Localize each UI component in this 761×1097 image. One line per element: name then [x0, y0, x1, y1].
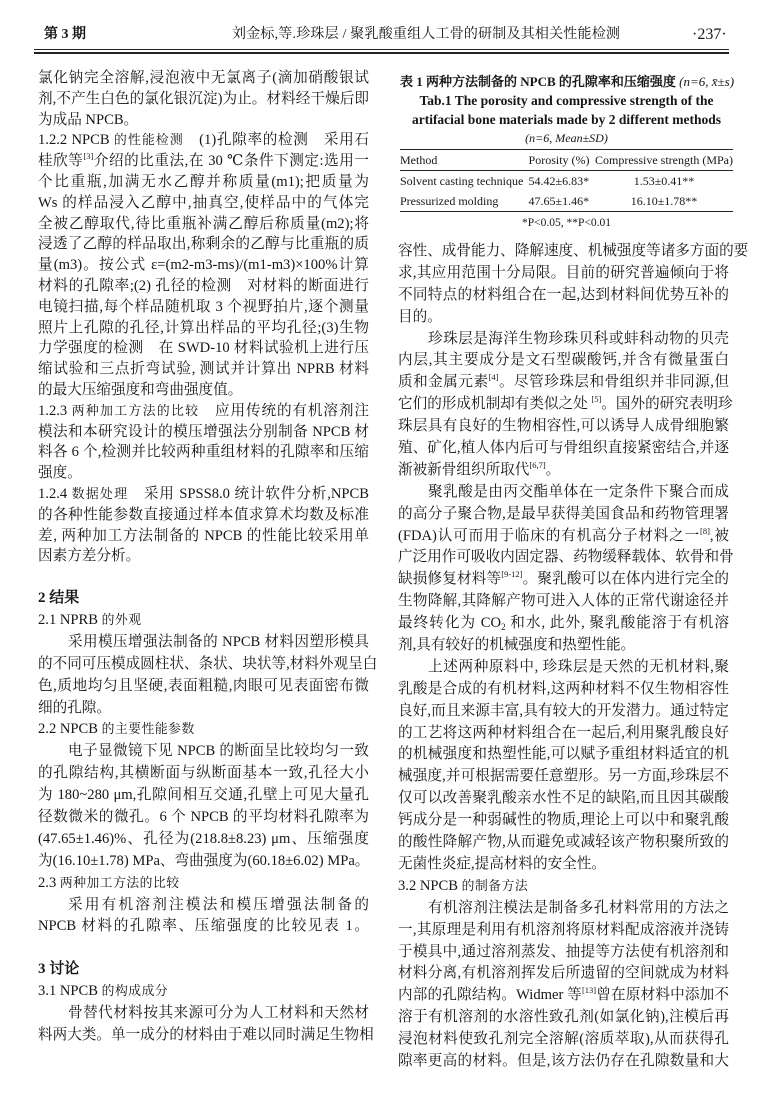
- text-segment: 有机溶剂注模法是制备多孔材料常用的方法之: [428, 899, 729, 916]
- table-1: [400, 72, 733, 232]
- text-segment: 一,其原理是利用有机溶剂将原材料配成溶液并浇铸: [398, 921, 729, 938]
- header-rule-thin: [34, 49, 729, 50]
- text-line: [398, 547, 734, 569]
- text-line: [38, 763, 369, 785]
- text-segment: 内层,其主要成分是文石型碳酸钙,并含有微量蛋白: [398, 352, 729, 369]
- text-line: [398, 832, 729, 854]
- text-segment: 缩试验和三点折弯试验, 测试并计算出 NPRB 材料: [38, 361, 369, 378]
- text-line: [398, 788, 729, 810]
- text-line: [38, 214, 369, 235]
- text-line: [38, 916, 369, 938]
- text-segment: 的各种性能参数直接通过样本值求算术均数及标准: [38, 506, 369, 523]
- text-line: [38, 829, 369, 851]
- table-footnote: *P<0.05, **P<0.01: [521, 217, 611, 229]
- text-segment: 桂欣等: [38, 153, 84, 170]
- data-table: [400, 149, 733, 212]
- table-caption-en-stat: (n=6, Mean±SD): [525, 131, 608, 145]
- text-segment: 求,其应用范围十分局限。目前的研究普遍倾向于将: [398, 264, 729, 281]
- text-segment: 的酸性降解产物,从而避免或减轻该产物积聚所致的: [398, 834, 729, 851]
- text-segment: 2.3: [38, 874, 60, 891]
- text-segment: 色,质地均匀且坚硬,表面粗糙,肉眼可见表面密布微: [38, 677, 369, 694]
- text-line: [38, 785, 369, 807]
- text-line: [38, 401, 369, 422]
- text-line: [38, 422, 369, 443]
- text-segment: 上述两种原料中, 珍珠层是天然的无机材料,聚: [428, 658, 729, 675]
- text-line: [398, 526, 729, 548]
- text-line: [38, 463, 369, 484]
- text-segment: 强度。: [38, 465, 82, 482]
- text-line: [398, 460, 729, 482]
- subsection-heading: [38, 719, 369, 741]
- text-segment: 骨替代材料按其来源可分为人工材料和天然材: [68, 1005, 369, 1022]
- text-line: [398, 963, 729, 985]
- text-line: [398, 635, 729, 657]
- citation-superscript: [8]: [700, 525, 710, 536]
- cell-porosity: 47.65±1.46*: [528, 194, 590, 208]
- text-segment: 量(m3)。按公式 ε=(m2-m3-ms)/(m1-m3)×100%计算: [38, 257, 369, 274]
- text-segment: 聚乳酸是由丙交酯单体在一定条件下聚合而成: [428, 483, 729, 500]
- paragraph: [398, 241, 749, 329]
- text-segment: 剂,不产生白色的氯化银沉淀)为止。材料经干燥后即: [38, 90, 369, 107]
- text-segment: 力学强度的检测 在 SWD-10 材料试验机上进行压: [38, 340, 369, 357]
- paragraph: [38, 401, 369, 484]
- column-header-porosity: Porosity (%): [528, 153, 590, 167]
- text-line: [398, 766, 729, 788]
- paragraph: [38, 484, 369, 567]
- text-segment: 应用传统的有机溶剂注: [199, 402, 369, 419]
- text-line: [38, 632, 369, 654]
- text-line: [38, 172, 369, 193]
- right-column: [398, 241, 749, 1073]
- text-segment: 曾在原材料中添加不: [596, 987, 729, 1004]
- heading-label: 的制备方法: [461, 878, 529, 893]
- paragraph: [398, 898, 729, 1073]
- text-line: [398, 679, 729, 701]
- table-caption-en-line1: Tab.1 The porosity and compressive strength of the: [419, 93, 714, 108]
- text-segment: 它们的形成机制却有类似之处: [398, 396, 592, 413]
- text-segment: 为 180~280 μm,孔隙间相互交通,孔壁上可见大量孔: [38, 787, 369, 804]
- text-segment: 的高分子聚合物,是最早获得美国食品和药物管理署: [398, 505, 729, 522]
- citation-superscript: [3]: [83, 151, 94, 162]
- subscript: 2: [501, 622, 506, 633]
- text-segment: (47.65±1.46)%、孔径为(218.8±8.23) μm、压缩强度: [38, 830, 369, 847]
- text-line: [398, 241, 749, 263]
- text-line: [398, 701, 729, 723]
- text-segment: 1.2.3: [38, 402, 72, 419]
- paragraph: [38, 741, 369, 872]
- text-segment: 采用有机溶剂注模法和模压增强法制备的: [68, 896, 369, 913]
- text-segment: 乳酸是合成的有机材料,这两种材料不仅生物相容性: [398, 680, 729, 697]
- text-line: [38, 851, 369, 873]
- text-segment: 。国外的研究表明珍: [601, 396, 733, 413]
- text-segment: 材料分离,有机溶剂挥发后所遗留的空间就成为材料: [398, 965, 729, 982]
- table-caption-cn-text: 表 1 两种方法制备的 NPCB 的孔隙率和压缩强度: [400, 74, 676, 89]
- text-segment: 的孔隙结构,其横断面与纵断面基本一致,孔径大小: [38, 765, 369, 782]
- text-line: [398, 307, 729, 329]
- text-line: [38, 110, 369, 131]
- citation-superscript: [4]: [488, 372, 499, 383]
- text-line: [38, 89, 369, 110]
- heading-label: 两种加工方法的比较: [71, 403, 200, 418]
- text-segment: ,被: [709, 527, 729, 544]
- text-segment: 差, 两种加工方法制备的 NPCB 的性能比较采用单: [38, 527, 369, 544]
- text-segment: 浸泡材料使致孔剂完全溶解(溶质萃取),从而获得孔: [398, 1031, 729, 1048]
- table-caption-cn-stat: (n=6, x̄±s): [679, 74, 735, 89]
- subsection-heading: [38, 981, 369, 1003]
- paragraph: [398, 657, 729, 876]
- cell-method: Pressurized molding: [400, 194, 499, 208]
- text-segment: 珠层具有良好的生物相容性,可以诱导人成骨细胞繁: [398, 418, 729, 435]
- column-header-method: Method: [400, 153, 438, 167]
- page-number: ·237·: [692, 26, 727, 43]
- text-line: [398, 898, 729, 920]
- text-segment: 无菌性炎症,提高材料的安全性。: [398, 855, 606, 872]
- paragraph: [38, 895, 369, 939]
- text-line: [398, 569, 729, 591]
- cell-method: Solvent casting technique: [400, 174, 524, 188]
- text-segment: 2.1 NPRB: [38, 612, 102, 629]
- text-segment: 径数微米的微孔。6 个 NPCB 的平均材料孔隙率为: [38, 809, 369, 826]
- text-line: [398, 613, 729, 635]
- text-line: [398, 1051, 729, 1073]
- text-segment: 1.2.4: [38, 485, 72, 502]
- column-header-compressive-strength: Compressive strength (MPa): [595, 153, 733, 167]
- text-segment: (1)孔隙率的检测 采用石: [183, 132, 369, 149]
- text-segment: 渐被新骨组织所取代: [398, 461, 530, 478]
- text-line: [38, 151, 369, 172]
- text-line: [398, 416, 729, 438]
- text-segment: NPCB 材料的孔隙率、压缩强度的比较见表 1。: [38, 918, 369, 935]
- text-line: [38, 68, 369, 89]
- text-segment: 。聚乳酸可以在体内进行完全的: [522, 571, 729, 588]
- text-line: [398, 350, 729, 372]
- text-line: [38, 981, 369, 1003]
- text-segment: 照片上孔隙的孔径,计算出样品的平均孔径;(3)生物: [38, 319, 369, 336]
- heading-label: 的构成成分: [101, 984, 169, 999]
- text-line: [398, 942, 729, 964]
- text-line: [38, 380, 369, 401]
- heading-label: 的外观: [101, 613, 142, 628]
- text-line: [38, 588, 369, 610]
- text-line: [398, 372, 729, 394]
- text-line: [38, 698, 369, 720]
- text-line: [38, 676, 369, 698]
- running-title: 刘金标,等.珍珠层 / 聚乳酸重组人工骨的研制及其相关性能检测: [232, 27, 621, 42]
- text-line: [398, 723, 729, 745]
- text-segment: 不同特点的材料组合在一起,达到材料间优势互补的: [398, 286, 729, 303]
- text-line: [38, 318, 369, 339]
- text-segment: 浸透了乙醇的样品取出,称剩余的乙醇与比重瓶的质: [38, 236, 369, 253]
- text-segment: 细的孔隙。: [38, 699, 111, 716]
- text-segment: (FDA)认可而用于临床的有机高分子材料之一: [398, 527, 700, 544]
- text-segment: 械强度,并可根据需要任意塑形。另一方面,珍珠层不: [398, 768, 729, 785]
- text-segment: 内部的孔隙结构。Widmer 等: [398, 987, 582, 1004]
- text-line: [38, 807, 369, 829]
- left-column: [38, 68, 378, 1047]
- text-line: [38, 255, 369, 276]
- text-segment: 料各 6 个,检测并比较两种重组材料的孔隙率和压缩: [38, 444, 369, 461]
- text-segment: 广泛用作可吸收内固定器、药物缓释载体、软骨和骨: [398, 549, 734, 566]
- header-rule-thick: [34, 52, 729, 54]
- heading-label: 的性能检测: [113, 133, 184, 148]
- table-row: [400, 171, 733, 192]
- paragraph: [398, 482, 734, 657]
- citation-superscript: [9-12]: [501, 569, 523, 580]
- paragraph: [38, 632, 378, 720]
- text-segment: 为成品 NPCB。: [38, 111, 139, 128]
- text-line: [398, 876, 729, 898]
- text-segment: 质和金属元素: [398, 374, 489, 391]
- text-segment: 电子显微镜下见 NPCB 的断面呈比较均匀一致: [68, 743, 369, 760]
- text-line: [398, 920, 729, 942]
- text-segment: 的最大压缩强度和弯曲强度值。: [38, 381, 243, 398]
- journal-issue: 第 3 期: [44, 27, 86, 42]
- text-line: [398, 438, 729, 460]
- text-line: [38, 873, 369, 895]
- citation-superscript: [6,7]: [529, 459, 546, 470]
- heading-label: 的主要性能参数: [101, 722, 195, 737]
- text-segment: 。尽管珍珠层和骨组织并非同源,但: [498, 374, 729, 391]
- text-line: [398, 504, 729, 526]
- text-line: [398, 285, 729, 307]
- citation-superscript: [13]: [581, 985, 597, 996]
- text-line: [38, 338, 369, 359]
- text-line: [398, 394, 733, 416]
- text-segment: 3.2 NPCB: [398, 877, 462, 894]
- text-segment: 采用模压增强法制备的 NPCB 材料因塑形模具: [68, 633, 369, 650]
- text-segment: 。: [545, 461, 561, 478]
- section-heading: [38, 959, 369, 981]
- text-segment: 于模具中,通过溶剂蒸发、抽提等方法使有机溶剂和: [398, 943, 729, 960]
- text-segment: 2 结果: [38, 590, 80, 607]
- text-line: [38, 442, 369, 463]
- table-caption-en-line2: artifacial bone materials made by 2 different methods: [411, 112, 722, 127]
- text-line: [398, 482, 729, 504]
- text-segment: 的不同可压模成圆柱状、条状、块状等,材料外观呈白: [38, 655, 378, 672]
- text-segment: 氯化钠完全溶解,浸泡液中无氯离子(滴加硝酸银试: [38, 70, 369, 86]
- heading-label: 数据处理: [71, 486, 129, 501]
- text-line: [398, 744, 729, 766]
- text-segment: 缺损修复材料等: [398, 571, 502, 588]
- text-segment: 3.1 NPCB: [38, 983, 102, 1000]
- text-line: [398, 985, 729, 1007]
- text-line: [38, 276, 369, 297]
- text-line: [398, 657, 729, 679]
- cell-porosity: 54.42±6.83*: [528, 174, 590, 188]
- text-line: [38, 130, 369, 151]
- text-segment: 材料的孔隙率;(2) 孔径的检测 对材料的断面进行: [38, 277, 369, 294]
- text-segment: 个比重瓶,加满无水乙醇并称质量(m1);把质量为: [38, 173, 369, 190]
- table-caption-cn: [400, 72, 733, 91]
- heading-label: 两种加工方法的比较: [59, 875, 180, 890]
- text-segment: 殖、矿化,植人体内后可与骨组织直接紧密结合,并逐: [398, 440, 729, 457]
- text-segment: 隙率更高的材料。但是,该方法仍存在孔隙数量和大: [398, 1052, 729, 1069]
- text-segment: 目的。: [398, 308, 442, 325]
- text-segment: 仅可以改善聚乳酸亲水性不足的缺陷,而且因其碳酸: [398, 790, 729, 807]
- text-segment: 为(16.10±1.78) MPa、弯曲强度为(60.18±6.02) MPa。: [38, 852, 370, 869]
- text-segment: Ws 的样品浸入乙醇中,抽真空,使样品中的气体完: [38, 194, 369, 211]
- subsection-heading: [38, 610, 369, 632]
- text-line: [38, 234, 369, 255]
- text-line: [38, 1003, 369, 1025]
- text-segment: 容性、成骨能力、降解速度、机械强度等诸多方面的要: [398, 243, 749, 259]
- text-segment: 3 讨论: [38, 961, 80, 978]
- text-line: [38, 719, 369, 741]
- subsection-heading: [38, 873, 369, 895]
- text-segment: 采用 SPSS8.0 统计软件分析,NPCB: [128, 485, 369, 502]
- text-line: [38, 297, 369, 318]
- citation-superscript: [5]: [591, 394, 602, 405]
- text-segment: 电镜扫描,每个样品随机取 3 个视野拍片,逐个测量: [38, 298, 369, 315]
- text-line: [398, 591, 729, 613]
- text-line: [38, 359, 369, 380]
- text-line: [38, 1025, 374, 1047]
- paragraph: [38, 130, 369, 400]
- text-line: [38, 895, 369, 917]
- text-segment: 钙成分是一种弱碱性的物质,理论上可以中和聚乳酸: [398, 812, 729, 829]
- text-segment: 溶于有机溶剂的水溶性致孔剂(如氯化钠),注模后再: [398, 1009, 729, 1026]
- text-line: [38, 193, 369, 214]
- text-line: [38, 654, 378, 676]
- text-segment: 良好,而且来源丰富,具有较大的开发潜力。通过特定: [398, 702, 729, 719]
- cell-compressive-strength: 16.10±1.78**: [630, 194, 698, 208]
- text-line: [38, 505, 369, 526]
- subsection-heading: [398, 876, 729, 898]
- text-segment: 生物降解,其降解产物可进入人体的正常代谢途径并: [398, 593, 729, 610]
- text-line: [38, 526, 369, 547]
- table-header-row: [400, 150, 733, 171]
- text-line: [38, 546, 369, 567]
- paragraph: [398, 329, 733, 482]
- text-segment: 剂,具有较好的机械强度和热塑性能。: [398, 637, 636, 654]
- text-segment: 因素方差分析。: [38, 548, 141, 565]
- text-segment: 的工艺将这两种材料组合在一起后,利用聚乳酸良好: [398, 724, 729, 741]
- table-row: [400, 191, 733, 212]
- text-line: [398, 1007, 729, 1029]
- text-segment: 料两大类。单一成分的材料由于难以同时满足生物相: [38, 1027, 374, 1044]
- section-heading: [38, 588, 369, 610]
- text-segment: 全被乙醇取代,待比重瓶补满乙醇后称质量(m2);将: [38, 215, 369, 232]
- text-segment: 介绍的比重法,在 30 ℃条件下测定:选用一: [93, 153, 369, 170]
- text-segment: 珍珠层是海洋生物珍珠贝科或蚌科动物的贝壳: [428, 330, 729, 347]
- text-line: [38, 610, 369, 632]
- text-line: [398, 329, 729, 351]
- text-line: [38, 959, 369, 981]
- text-line: [398, 1029, 729, 1051]
- text-line: [38, 484, 369, 505]
- text-line: [398, 263, 729, 285]
- paragraph: [38, 1003, 374, 1047]
- text-segment: 最终转化为 CO: [398, 615, 502, 632]
- text-segment: 1.2.2 NPCB: [38, 132, 114, 149]
- text-segment: 2.2 NPCB: [38, 721, 102, 738]
- text-segment: 和水, 此外, 聚乳酸能溶于有机溶: [505, 615, 729, 632]
- text-line: [398, 854, 729, 876]
- text-segment: 模法和本研究设计的模压增强法分别制备 NPCB 材: [38, 423, 369, 440]
- cell-compressive-strength: 1.53±0.41**: [633, 174, 695, 188]
- text-line: [398, 810, 729, 832]
- text-line: [38, 741, 369, 763]
- text-segment: 的机械强度和热塑性能,可以赋予重组材料适宜的机: [398, 746, 729, 763]
- paragraph: [38, 68, 369, 130]
